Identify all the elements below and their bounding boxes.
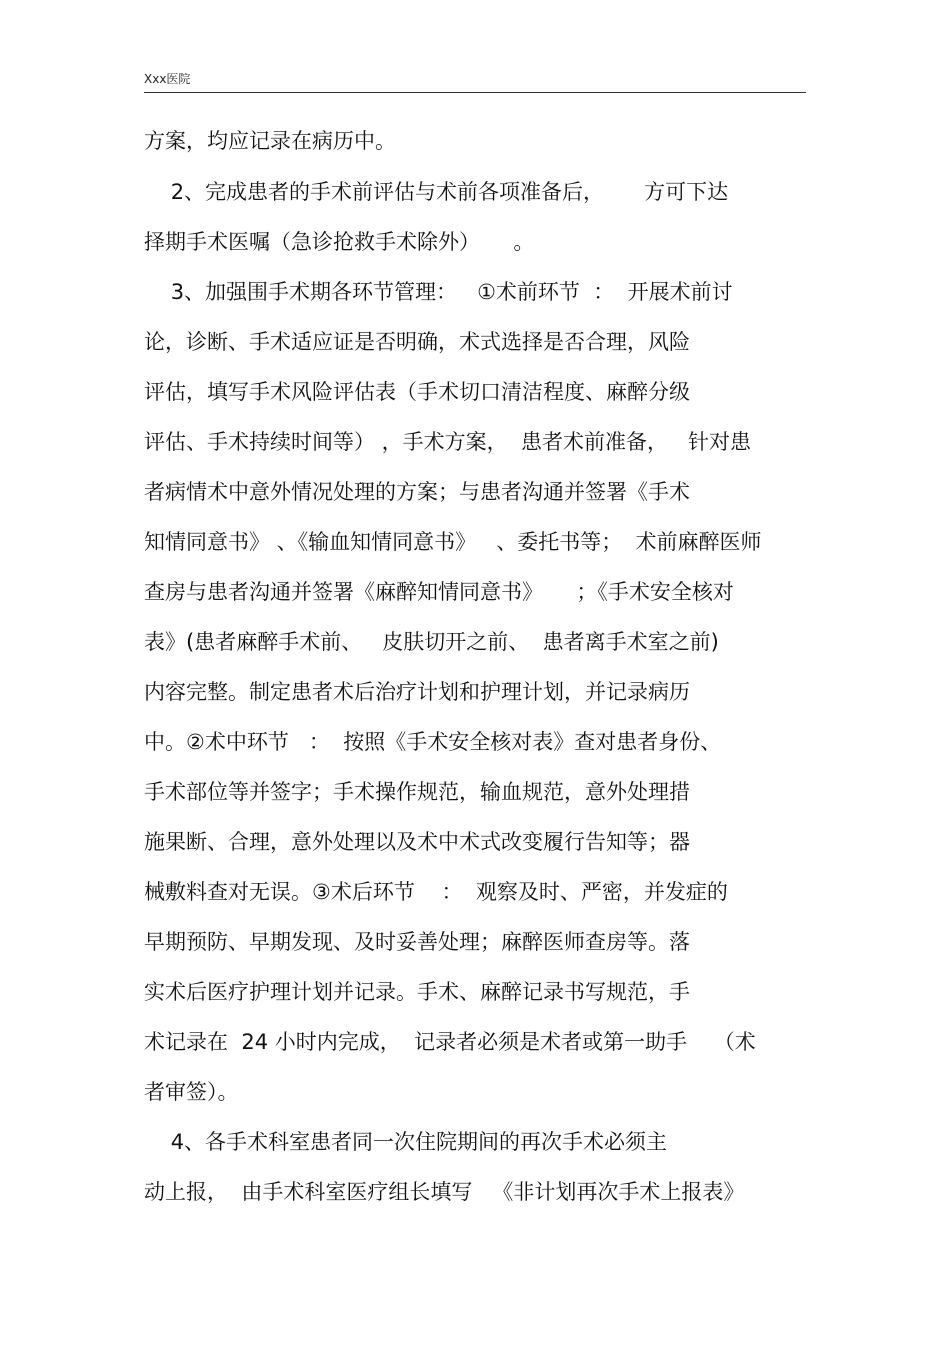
text-line: 知情同意书》 、《输血知情同意书》 、委托书等； 术前麻醉医师 xyxy=(144,530,762,554)
text-line: 表》(患者麻醉手术前、 皮肤切开之前、 患者离手术室之前) xyxy=(144,630,719,654)
hospital-name: Xxx医院 xyxy=(144,72,191,86)
text-line: 动上报， 由手术科室医疗组长填写 《非计划再次手术上报表》 xyxy=(144,1180,745,1204)
text-line: 早期预防、早期发现、及时妥善处理；麻醉医师查房等。落 xyxy=(144,930,690,954)
text-line: 查房与患者沟通并签署《麻醉知情同意书》 ；《手术安全核对 xyxy=(144,580,734,604)
text-line: 评估、手术持续时间等） ，手术方案， 患者术前准备， 针对患 xyxy=(144,430,752,454)
text-line: 3、加强围手术期各环节管理： ①术前环节 ： 开展术前讨 xyxy=(144,280,733,304)
text-line: 手术部位等并签字；手术操作规范，输血规范，意外处理措 xyxy=(144,780,690,804)
text-line: 施果断、合理，意外处理以及术中术式改变履行告知等；器 xyxy=(144,830,690,854)
text-line: 内容完整。制定患者术后治疗计划和护理计划，并记录病历 xyxy=(144,680,690,704)
text-line: 择期手术医嘱（急诊抢救手术除外） 。 xyxy=(144,230,535,254)
text-line: 者病情术中意外情况处理的方案；与患者沟通并签署《手术 xyxy=(144,480,690,504)
text-line: 械敷料查对无误。③术后环节 ： 观察及时、严密，并发症的 xyxy=(144,880,728,904)
text-line: 术记录在 24 小时内完成， 记录者必须是术者或第一助手 （术 xyxy=(144,1030,756,1054)
text-line: 论，诊断、手术适应证是否明确，术式选择是否合理，风险 xyxy=(144,330,690,354)
text-line: 中。②术中环节 ： 按照《手术安全核对表》查对患者身份、 xyxy=(144,730,722,754)
text-line: 实术后医疗护理计划并记录。手术、麻醉记录书写规范，手 xyxy=(144,980,690,1004)
text-line: 者审签）。 xyxy=(144,1080,239,1104)
text-line: 4、各手术科室患者同一次住院期间的再次手术必须主 xyxy=(144,1130,668,1154)
text-line: 2、完成患者的手术前评估与术前各项准备后， 方可下达 xyxy=(144,180,729,204)
page-header xyxy=(144,68,806,93)
text-line: 方案，均应记录在病历中。 xyxy=(144,129,396,153)
text-line: 评估，填写手术风险评估表（手术切口清洁程度、麻醉分级 xyxy=(144,380,690,404)
